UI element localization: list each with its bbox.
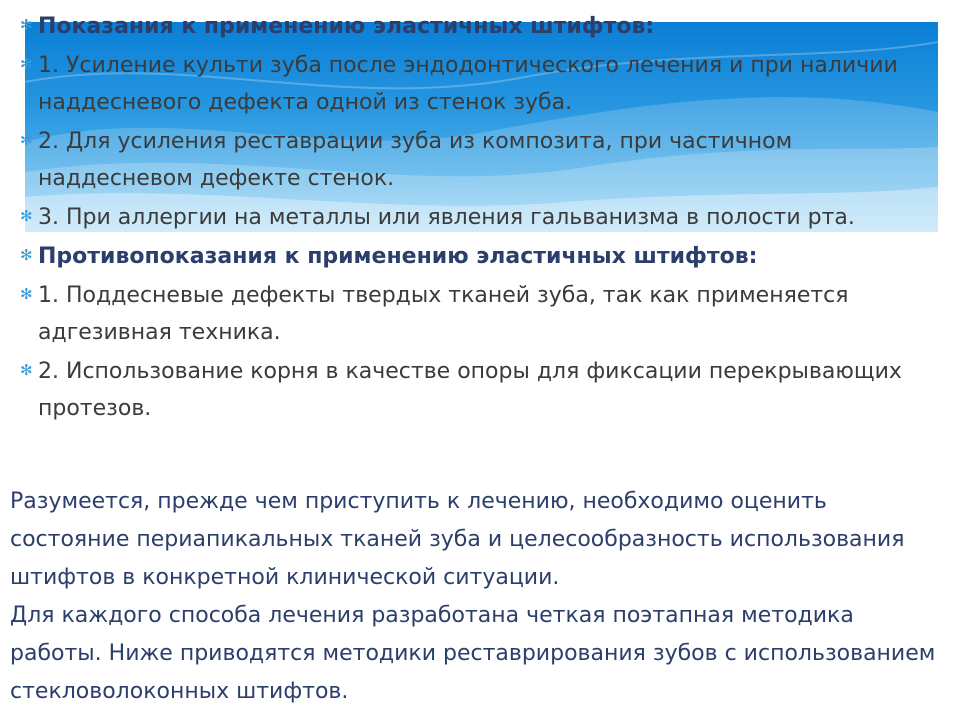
bullet-text: 2. Для усиления реставрации зуба из композита, при частичном наддесневом дефекте стенок.	[38, 129, 793, 191]
asterisk-bullet-icon: ✻	[20, 361, 33, 379]
bullet-text: 3. При аллергии на металлы или явления гальванизма в полости рта.	[38, 205, 855, 230]
bullet-text: 2. Использование корня в качестве опоры для фиксации перекрывающих протезов.	[38, 359, 902, 421]
asterisk-bullet-icon: ✻	[20, 55, 33, 73]
bullet-text: Противопоказания к применению эластичных штифтов:	[38, 244, 758, 269]
bullet-text: Показания к применению эластичных штифтов:	[38, 14, 655, 39]
list-item	[20, 123, 940, 197]
paragraph-assessment: Разумеется, прежде чем приступить к лечению, необходимо оценить состояние периапикальных тканей зуба и целесообразность использования штифтов в конкретной клинической ситуации.	[10, 489, 905, 590]
list-item	[20, 277, 940, 351]
list-item	[20, 47, 940, 121]
bullet-text: 1. Усиление культи зуба после эндодонтического лечения и при наличии наддесневого дефекта одной из стенок зуба.	[38, 53, 898, 115]
asterisk-bullet-icon: ✻	[20, 16, 33, 34]
bullet-text: 1. Поддесневые дефекты твердых тканей зуба, так как применяется адгезивная техника.	[38, 283, 849, 345]
indications-heading	[20, 8, 940, 45]
bullet-list	[20, 8, 940, 429]
contraindications-heading	[20, 238, 940, 275]
list-item	[20, 353, 940, 427]
asterisk-bullet-icon: ✻	[20, 207, 33, 225]
list-item	[20, 199, 940, 236]
asterisk-bullet-icon: ✻	[20, 285, 33, 303]
asterisk-bullet-icon: ✻	[20, 246, 33, 264]
paragraph-methodology: Для каждого способа лечения разработана четкая поэтапная методика работы. Ниже приводятся методики реставрирования зубов с использованием стекловолоконных штифтов.	[10, 603, 936, 704]
asterisk-bullet-icon: ✻	[20, 131, 33, 149]
